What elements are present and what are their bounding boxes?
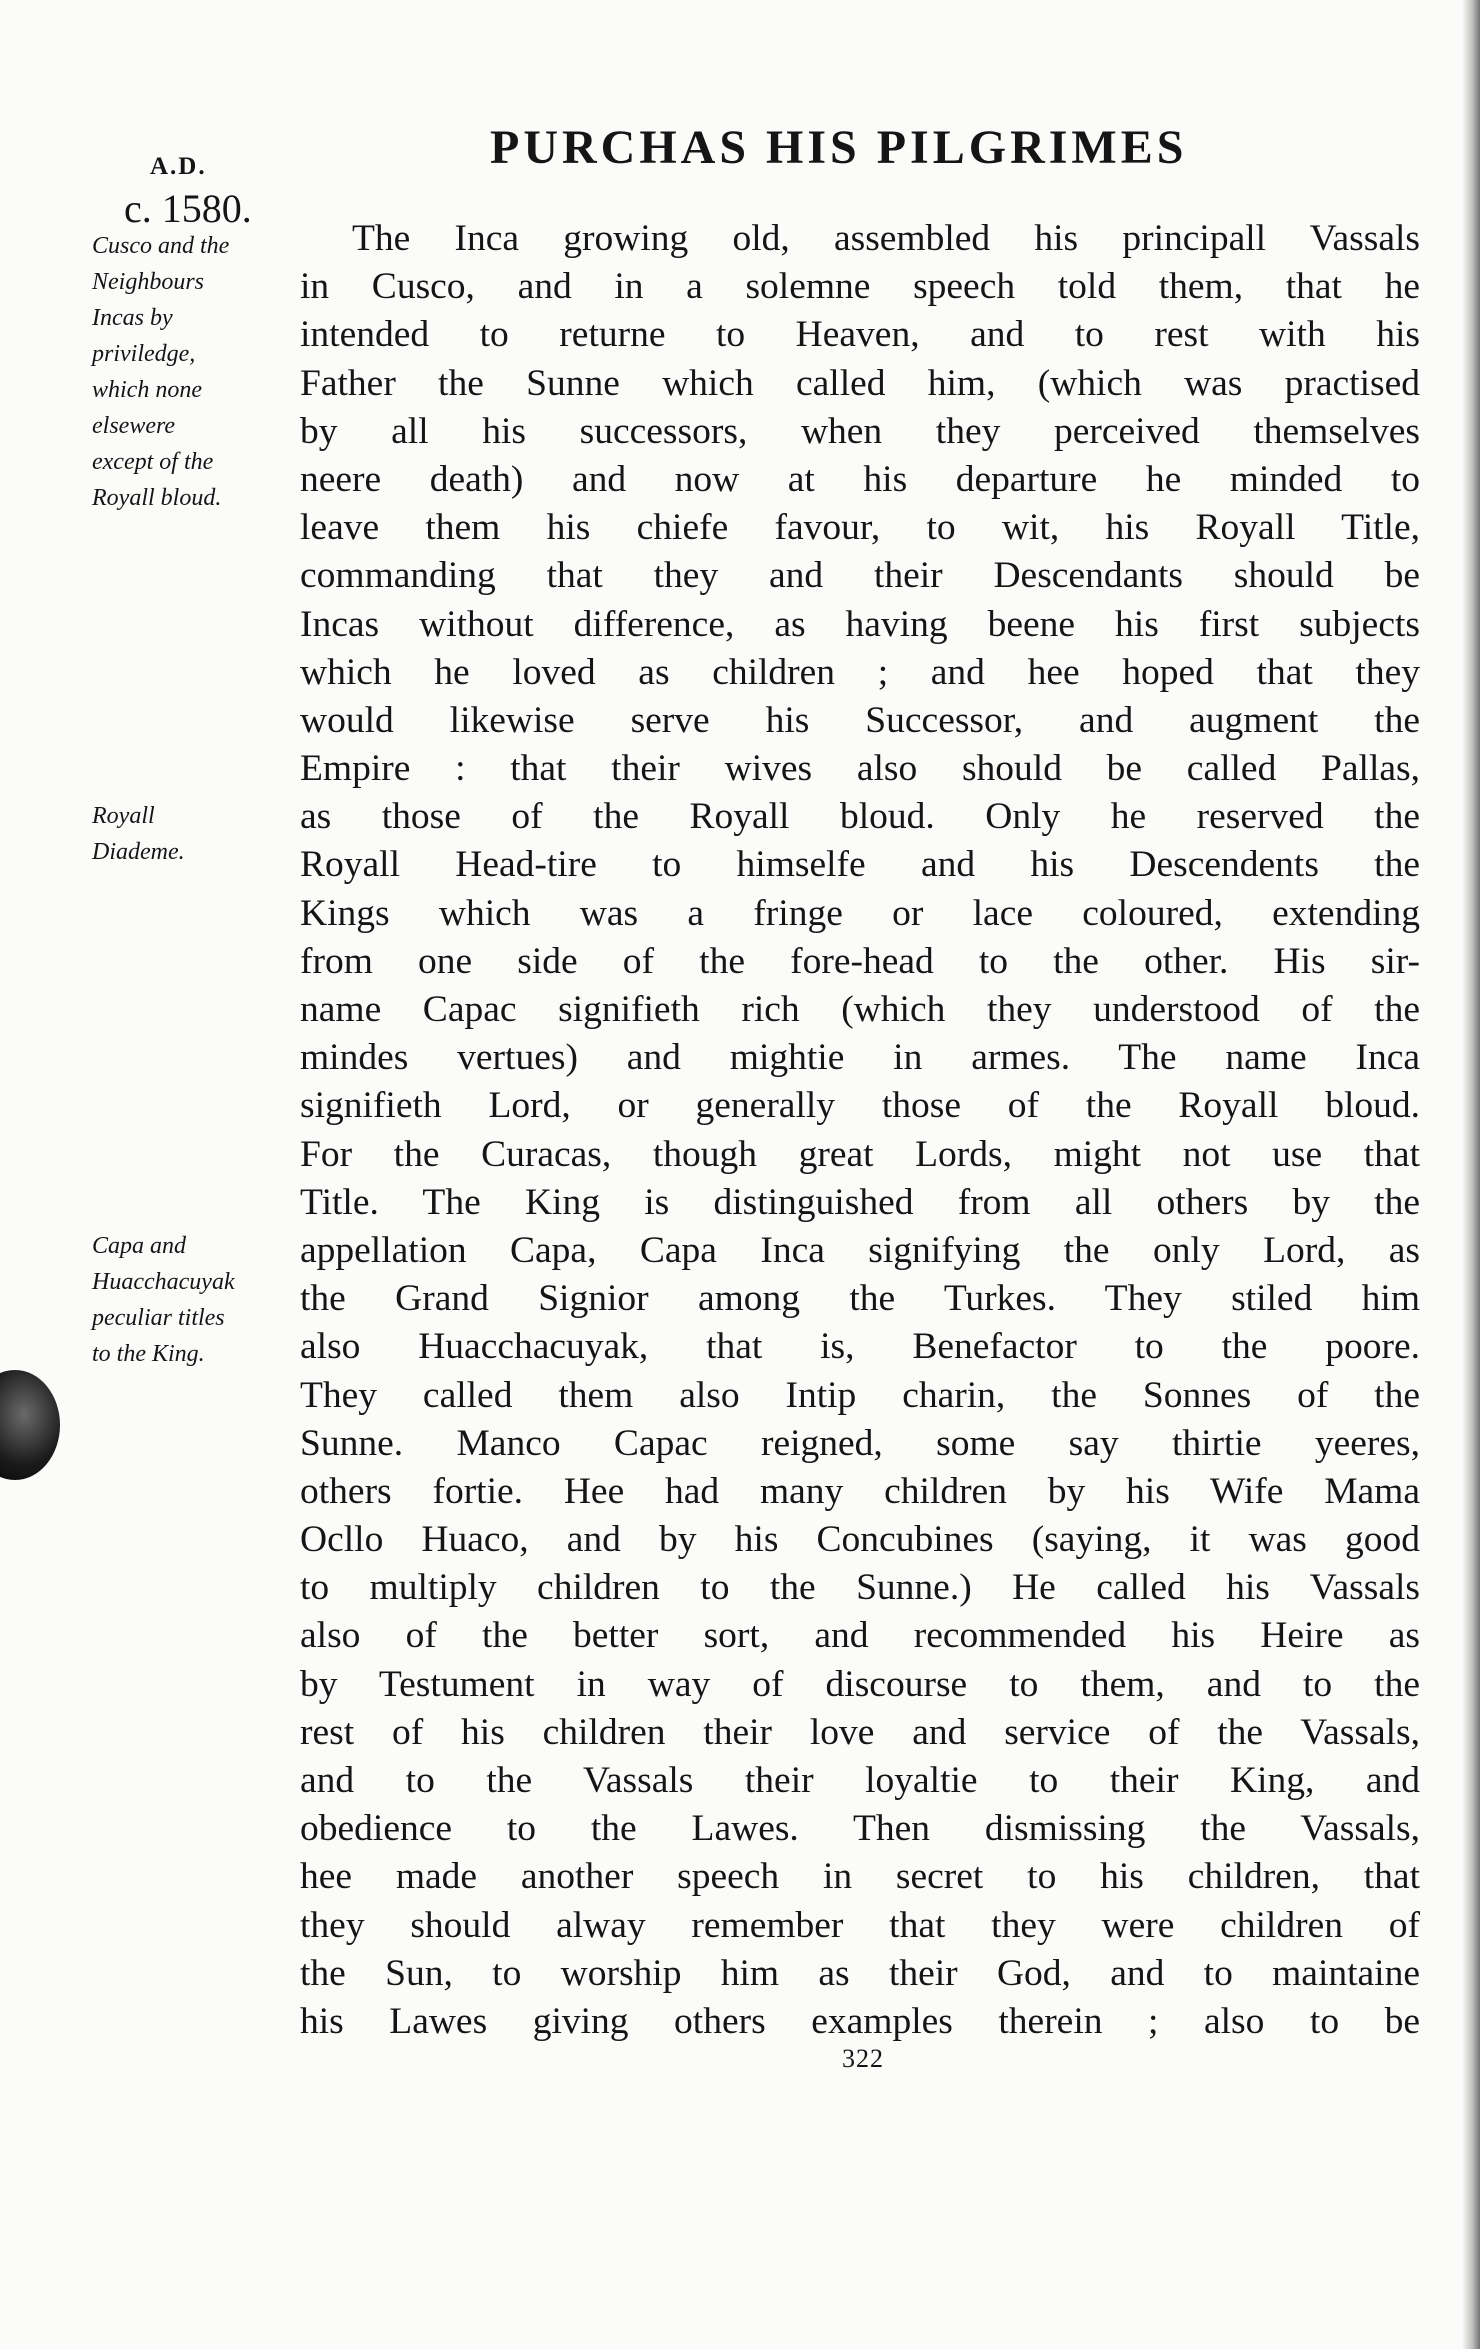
text-line: Royall Head-tire to himselfe and his Descendents the xyxy=(300,844,1420,886)
text-line: by Testument in way of discourse to them, and to the xyxy=(300,1663,1420,1705)
margin-note-line: Royall xyxy=(92,803,155,829)
margin-note-line: priviledge, xyxy=(92,341,196,367)
page-number: 322 xyxy=(842,2044,884,2073)
margin-note-line: Capa and xyxy=(92,1233,187,1259)
text-line: his Lawes giving others examples therein ; also to be xyxy=(300,2000,1420,2042)
text-line: They called them also Intip charin, the Sonnes of the xyxy=(300,1374,1420,1416)
margin-note-line: Huacchacuyak xyxy=(92,1269,235,1295)
text-line: Title. The King is distinguished from all others by the xyxy=(300,1181,1420,1223)
margin-note-diademe xyxy=(92,798,302,870)
text-line: rest of his children their love and service of the Vassals, xyxy=(300,1711,1420,1753)
text-line: Father the Sunne which called him, (which was practised xyxy=(300,362,1420,404)
text-line: by all his successors, when they perceived themselves xyxy=(300,410,1420,452)
text-line: the Grand Signior among the Turkes. They stiled him xyxy=(300,1278,1420,1320)
text-line: Empire : that their wives also should be called Pallas, xyxy=(300,748,1420,790)
text-line: others fortie. Hee had many children by his Wife Mama xyxy=(300,1470,1420,1512)
text-line: as those of the Royall bloud. Only he reserved the xyxy=(300,796,1420,838)
text-line: intended to returne to Heaven, and to rest with his xyxy=(300,314,1420,356)
text-line: neere death) and now at his departure he minded to xyxy=(300,458,1420,500)
text-line: also Huacchacuyak, that is, Benefactor to the poore. xyxy=(300,1326,1420,1368)
text-line: Ocllo Huaco, and by his Concubines (saying, it was good xyxy=(300,1519,1420,1561)
text-line: hee made another speech in secret to his children, that xyxy=(300,1856,1420,1898)
text-line: For the Curacas, though great Lords, might not use that xyxy=(300,1133,1420,1175)
margin-note-line: except of the xyxy=(92,449,214,475)
text-line: would likewise serve his Successor, and augment the xyxy=(300,699,1420,741)
text-line: and to the Vassals their loyaltie to their King, and xyxy=(300,1760,1420,1801)
text-line: The Inca growing old, assembled his principall Vassals xyxy=(352,218,1420,259)
margin-note-capa xyxy=(92,1228,302,1372)
binding-shadow xyxy=(0,1370,60,1480)
margin-note-line: Incas by xyxy=(92,305,173,331)
text-line: the Sun, to worship him as their God, and to maintaine xyxy=(300,1952,1420,1994)
text-line: also of the better sort, and recommended his Heire as xyxy=(300,1615,1420,1657)
margin-note-line: elsewere xyxy=(92,413,176,439)
body-text xyxy=(300,215,1420,2046)
text-line: which he loved as children ; and hee hoped that they xyxy=(300,651,1420,693)
margin-note-line: Neighbours xyxy=(92,269,205,295)
text-line: obedience to the Lawes. Then dismissing the Vassals, xyxy=(300,1808,1420,1850)
text-line: appellation Capa, Capa Inca signifying the only Lord, as xyxy=(300,1229,1420,1271)
text-line: to multiply children to the Sunne.) He called his Vassals xyxy=(300,1567,1420,1609)
margin-note-line: peculiar titles xyxy=(92,1305,225,1331)
margin-note-line: which none xyxy=(92,377,202,403)
margin-note-line: Diademe. xyxy=(92,839,185,865)
text-line: from one side of the fore-head to the other. His sir- xyxy=(300,940,1420,982)
margin-note-line: to the King. xyxy=(92,1341,205,1367)
year-label: c. 1580. xyxy=(124,186,252,231)
text-line: Sunne. Manco Capac reigned, some say thirtie yeeres, xyxy=(300,1422,1420,1464)
margin-note-cusco xyxy=(92,228,302,516)
text-line: they should alway remember that they were children of xyxy=(300,1904,1420,1946)
text-line: leave them his chiefe favour, to wit, his Royall Title, xyxy=(300,507,1420,549)
margin-note-line: Royall bloud. xyxy=(92,485,222,511)
text-line: commanding that they and their Descendants should be xyxy=(300,555,1420,597)
text-line: mindes vertues) and mightie in armes. The name Inca xyxy=(300,1037,1420,1079)
page-title: PURCHAS HIS PILGRIMES xyxy=(490,121,1188,174)
margin-note-line: Cusco and the xyxy=(92,233,230,259)
text-line: in Cusco, and in a solemne speech told them, that he xyxy=(300,266,1420,308)
text-line: signifieth Lord, or generally those of the Royall bloud. xyxy=(300,1085,1420,1127)
text-line: name Capac signifieth rich (which they understood of the xyxy=(300,989,1420,1030)
era-label: A.D. xyxy=(150,153,207,180)
page-edge-shadow xyxy=(1462,0,1480,2349)
text-line: Kings which was a fringe or lace coloured, extending xyxy=(300,892,1420,934)
text-line: Incas without difference, as having beene his first subjects xyxy=(300,603,1420,645)
